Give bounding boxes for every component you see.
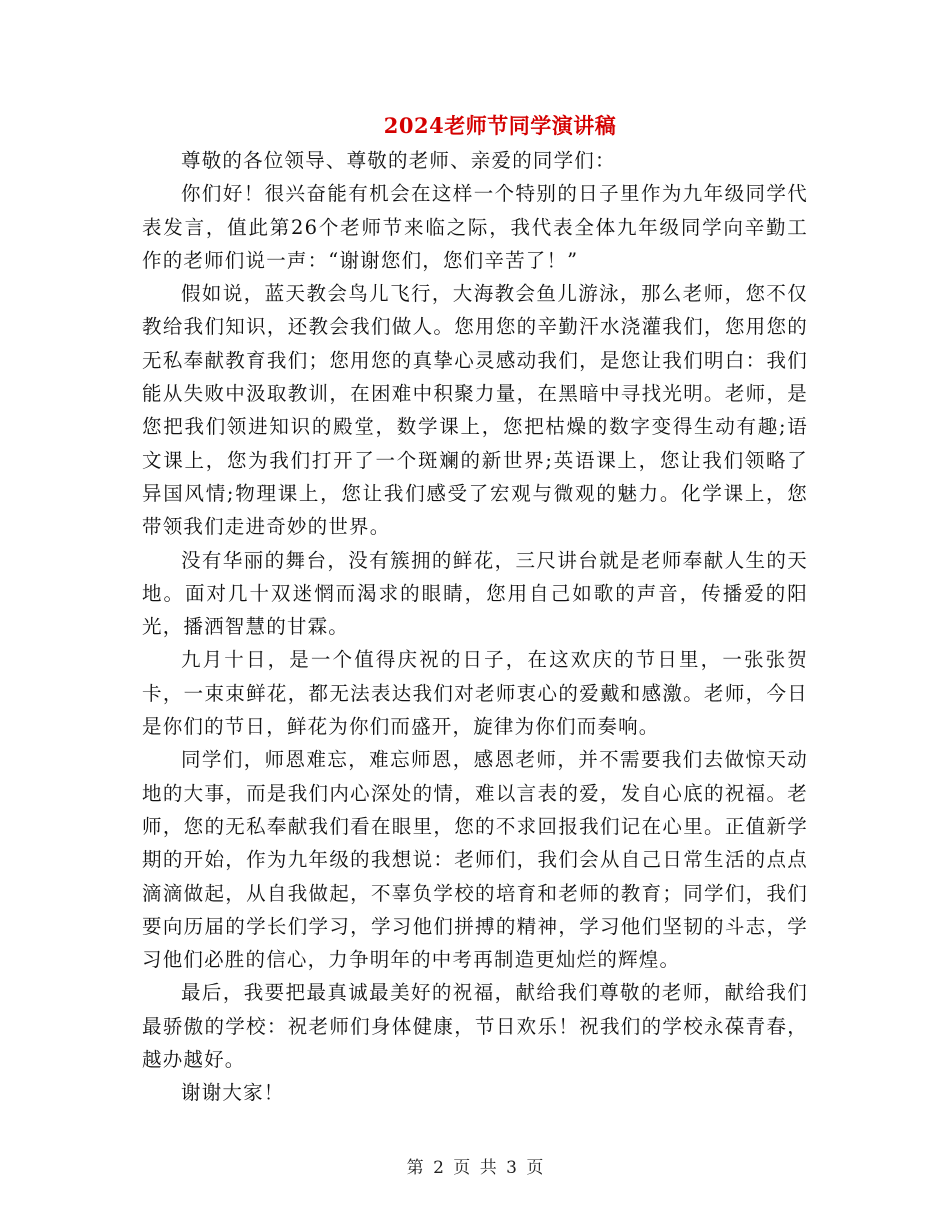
- paragraph-teachers-gift: 假如说，蓝天教会鸟儿飞行，大海教会鱼儿游泳，那么老师，您不仅教给我们知识，还教会我们做人。您用您的辛勤汗水浇灌我们，您用您的无私奉献教育我们；您用您的真挚心灵感动我们，是您让我们明白：我们能从失败中汲取教训，在困难中积聚力量，在黑暗中寻找光明。老师，是您把我们领进知识的殿堂，数学课上，您把枯燥的数字变得生动有趣;语文课上，您为我们打开了一个斑斓的新世界;英语课上，您让我们领略了异国风情;物理课上，您让我们感受了宏观与微观的魅力。化学课上，您带领我们走进奇妙的世界。: [142, 282, 808, 539]
- paragraph-salutation: 尊敬的各位领导、尊敬的老师、亲爱的同学们：: [181, 149, 616, 172]
- page-footer: 第 2 页 共 3 页: [406, 1158, 544, 1178]
- paragraph-podium: 没有华丽的舞台，没有簇拥的鲜花，三尺讲台就是老师奉献人生的天地。面对几十双迷惘而渴求的眼睛，您用自己如歌的声音，传播爱的阳光，播洒智慧的甘霖。: [142, 548, 808, 639]
- paragraph-september-tenth: 九月十日，是一个值得庆祝的日子，在这欢庆的节日里，一张张贺卡，一束束鲜花，都无法表达我们对老师衷心的爱戴和感激。老师，今日是你们的节日，鲜花为你们而盛开，旋律为你们而奏响。: [142, 648, 808, 739]
- page-title: 2024老师节同学演讲稿: [383, 113, 617, 138]
- document-body: [142, 144, 808, 1110]
- paragraph-closing-wishes: 最后，我要把最真诚最美好的祝福，献给我们尊敬的老师，献给我们最骄傲的学校：祝老师们身体健康，节日欢乐！祝我们的学校永葆青春，越办越好。: [142, 981, 808, 1072]
- paragraph-thanks: 谢谢大家！: [181, 1081, 285, 1105]
- paragraph-greeting: 你们好！很兴奋能有机会在这样一个特别的日子里作为九年级同学代表发言，值此第26个老师节来临之际，我代表全体九年级同学向辛勤工作的老师们说一声：“谢谢您们，您们辛苦了！”: [142, 182, 808, 272]
- paragraph-gratitude: 同学们，师恩难忘，难忘师恩，感恩老师，并不需要我们去做惊天动地的大事，而是我们内心深处的情，难以言表的爱，发自心底的祝福。老师，您的无私奉献我们看在眼里，您的不求回报我们记在心里。正值新学期的开始，作为九年级的我想说：老师们，我们会从自己日常生活的点点滴滴做起，从自我做起，不辜负学校的培育和老师的教育；同学们，我们要向历届的学长们学习，学习他们拼搏的精神，学习他们坚韧的斗志，学习他们必胜的信心，力争明年的中考再制造更灿烂的辉煌。: [142, 748, 808, 972]
